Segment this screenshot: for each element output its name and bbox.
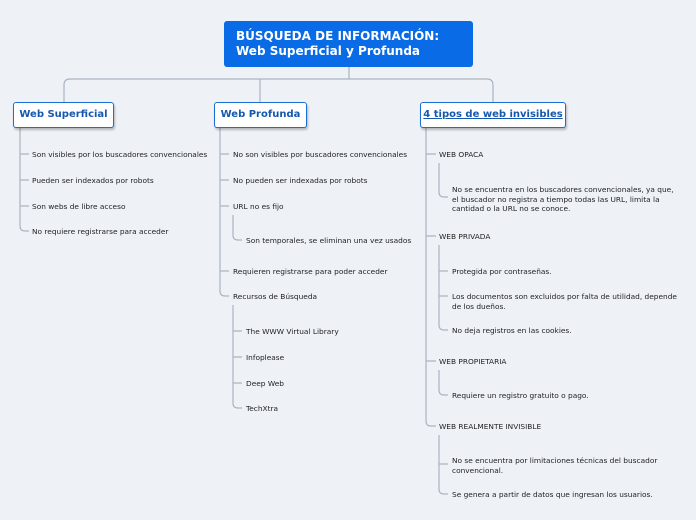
- web-propietaria[interactable]: WEB PROPIETARIA: [439, 357, 507, 366]
- profunda-item-1[interactable]: No son visibles por buscadores convencionales: [233, 150, 408, 159]
- recurso-item-3[interactable]: Deep Web: [246, 379, 284, 388]
- profunda-url-child[interactable]: Son temporales, se eliminan una vez usados: [246, 236, 412, 245]
- web-propietaria-item-1[interactable]: Requiere un registro gratuito o pago.: [452, 391, 589, 400]
- web-realmente-item-1[interactable]: No se encuentra por limitaciones técnicas del buscador convencional.: [452, 456, 658, 475]
- profunda-item-recursos[interactable]: Recursos de Búsqueda: [233, 292, 318, 301]
- superficial-item-3[interactable]: Son webs de libre acceso: [32, 202, 126, 211]
- web-opaca[interactable]: WEB OPACA: [439, 150, 484, 159]
- recurso-item-2[interactable]: Infoplease: [246, 353, 285, 362]
- root-topic[interactable]: [224, 21, 473, 67]
- web-opaca-item-1[interactable]: No se encuentra en los buscadores convencionales, ya que, el buscador no registra a tiempo todas las URL, limita la cantidad o la URL no se conoce.: [452, 185, 674, 214]
- web-realmente-invisible[interactable]: WEB REALMENTE INVISIBLE: [439, 422, 542, 431]
- branch-web-superficial[interactable]: Web Superficial: [13, 102, 114, 128]
- root-title-line1: BÚSQUEDA DE INFORMACIÓN:: [236, 29, 440, 43]
- superficial-item-4[interactable]: No requiere registrarse para acceder: [32, 227, 169, 236]
- branch-web-profunda[interactable]: Web Profunda: [214, 102, 307, 128]
- superficial-item-1[interactable]: Son visibles por los buscadores convencionales: [32, 150, 208, 159]
- profunda-item-2[interactable]: No pueden ser indexadas por robots: [233, 176, 368, 185]
- recurso-item-4[interactable]: TechXtra: [246, 404, 279, 413]
- profunda-item-4[interactable]: Requieren registrarse para poder acceder: [233, 267, 388, 276]
- recurso-item-1[interactable]: The WWW Virtual Library: [246, 327, 339, 336]
- web-privada-item-2[interactable]: Los documentos son excluidos por falta de utilidad, depende de los dueños.: [452, 292, 677, 311]
- web-privada-item-3[interactable]: No deja registros en las cookies.: [452, 326, 572, 335]
- superficial-item-2[interactable]: Pueden ser indexados por robots: [32, 176, 154, 185]
- branch-tipos-web-invisibles[interactable]: 4 tipos de web invisibles: [420, 102, 566, 128]
- web-privada[interactable]: WEB PRIVADA: [439, 232, 491, 241]
- web-realmente-item-2[interactable]: Se genera a partir de datos que ingresan los usuarios.: [452, 490, 653, 499]
- web-privada-item-1[interactable]: Protegida por contraseñas.: [452, 267, 552, 276]
- profunda-item-url[interactable]: URL no es fijo: [233, 202, 284, 211]
- root-title-line2: Web Superficial y Profunda: [236, 44, 421, 58]
